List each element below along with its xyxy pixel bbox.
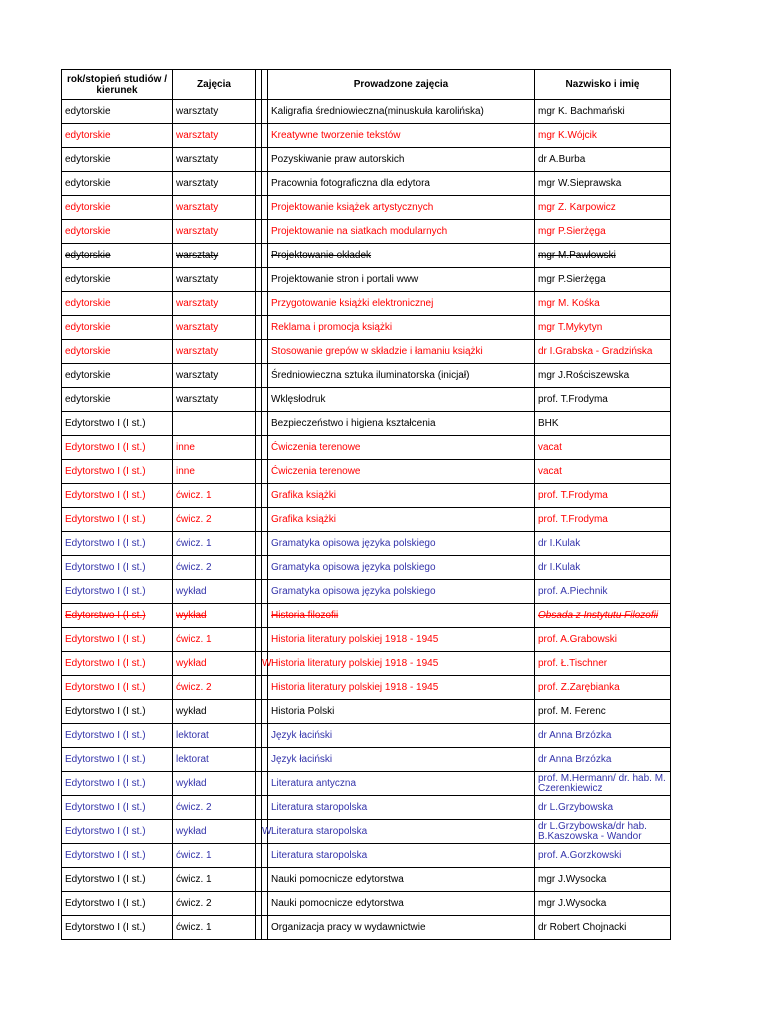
cell-name: dr Anna Brzózka (535, 724, 671, 748)
cell-year: Edytorstwo I (I st.) (62, 892, 173, 916)
table-row (62, 340, 671, 364)
cell-name: mgr M.Pawłowski (535, 244, 671, 268)
cell-class: ćwicz. 2 (173, 508, 256, 532)
cell-class: warsztaty (173, 220, 256, 244)
cell-class: ćwicz. 1 (173, 868, 256, 892)
cell-course: Grafika książki (268, 484, 535, 508)
cell-year: Edytorstwo I (I st.) (62, 460, 173, 484)
cell-name: dr Anna Brzózka (535, 748, 671, 772)
cell-year: Edytorstwo I (I st.) (62, 796, 173, 820)
cell-class: warsztaty (173, 172, 256, 196)
cell-year: edytorskie (62, 340, 173, 364)
table-row (62, 724, 671, 748)
cell-class: warsztaty (173, 316, 256, 340)
header-name: Nazwisko i imię (535, 70, 671, 100)
cell-name: BHK (535, 412, 671, 436)
cell-course: Historia Polski (268, 700, 535, 724)
cell-name: prof. T.Frodyma (535, 508, 671, 532)
cell-name: prof. T.Frodyma (535, 484, 671, 508)
cell-class: inne (173, 460, 256, 484)
cell-year: Edytorstwo I (I st.) (62, 700, 173, 724)
table-row (62, 316, 671, 340)
cell-course: Projektowanie na siatkach modularnych (268, 220, 535, 244)
table-row (62, 604, 671, 628)
table-row (62, 676, 671, 700)
cell-class: warsztaty (173, 340, 256, 364)
table-row (62, 148, 671, 172)
cell-class: wykład (173, 700, 256, 724)
cell-course: Stosowanie grepów w składzie i łamaniu książki (268, 340, 535, 364)
table-row (62, 292, 671, 316)
cell-course: Ćwiczenia terenowe (268, 436, 535, 460)
cell-year: Edytorstwo I (I st.) (62, 724, 173, 748)
cell-name: mgr W.Sieprawska (535, 172, 671, 196)
table-row (62, 412, 671, 436)
cell-year: Edytorstwo I (I st.) (62, 604, 173, 628)
cell-year: edytorskie (62, 364, 173, 388)
cell-class: ćwicz. 1 (173, 916, 256, 940)
cell-name: prof. M.Hermann/ dr. hab. M. Czerenkiewicz (535, 772, 671, 796)
table-row (62, 268, 671, 292)
cell-course: Nauki pomocnicze edytorstwa (268, 868, 535, 892)
cell-course: Gramatyka opisowa języka polskiego (268, 580, 535, 604)
cell-year: Edytorstwo I (I st.) (62, 532, 173, 556)
cell-class: warsztaty (173, 292, 256, 316)
table-row (62, 844, 671, 868)
cell-year: Edytorstwo I (I st.) (62, 508, 173, 532)
cell-year: edytorskie (62, 124, 173, 148)
cell-name: mgr J.Wysocka (535, 892, 671, 916)
cell-course: Literatura antyczna (268, 772, 535, 796)
cell-name: vacat (535, 436, 671, 460)
cell-name: prof. A.Gorzkowski (535, 844, 671, 868)
cell-name: prof. Ł.Tischner (535, 652, 671, 676)
cell-course: Literatura staropolska (268, 844, 535, 868)
cell-course: Reklama i promocja książki (268, 316, 535, 340)
cell-class: warsztaty (173, 196, 256, 220)
table-row (62, 868, 671, 892)
cell-class: warsztaty (173, 100, 256, 124)
cell-class: wykład (173, 652, 256, 676)
cell-year: Edytorstwo I (I st.) (62, 436, 173, 460)
cell-course: Wklęsłodruk (268, 388, 535, 412)
cell-year: edytorskie (62, 316, 173, 340)
cell-class: ćwicz. 2 (173, 892, 256, 916)
table-row (62, 580, 671, 604)
table-row (62, 796, 671, 820)
table-body (62, 100, 671, 940)
cell-class: ćwicz. 1 (173, 484, 256, 508)
cell-course: Literatura staropolska (268, 820, 535, 844)
header-course: Prowadzone zajęcia (268, 70, 535, 100)
cell-year: Edytorstwo I (I st.) (62, 772, 173, 796)
table-row (62, 124, 671, 148)
cell-course: Ćwiczenia terenowe (268, 460, 535, 484)
cell-name: prof. M. Ferenc (535, 700, 671, 724)
cell-class: lektorat (173, 724, 256, 748)
header-class: Zajęcia (173, 70, 256, 100)
cell-name: dr I.Grabska - Gradzińska (535, 340, 671, 364)
cell-year: edytorskie (62, 388, 173, 412)
table-row (62, 532, 671, 556)
cell-name: mgr M. Kośka (535, 292, 671, 316)
cell-class: warsztaty (173, 124, 256, 148)
cell-year: edytorskie (62, 268, 173, 292)
cell-year: Edytorstwo I (I st.) (62, 556, 173, 580)
cell-name: dr I.Kulak (535, 556, 671, 580)
cell-class (173, 412, 256, 436)
cell-course: Przygotowanie książki elektronicznej (268, 292, 535, 316)
table-row (62, 100, 671, 124)
cell-course: Gramatyka opisowa języka polskiego (268, 556, 535, 580)
table-row (62, 460, 671, 484)
cell-class: ćwicz. 2 (173, 556, 256, 580)
cell-name: prof. Z.Zarębianka (535, 676, 671, 700)
cell-class: warsztaty (173, 388, 256, 412)
table-row (62, 388, 671, 412)
cell-name: dr Robert Chojnacki (535, 916, 671, 940)
cell-course: Historia literatury polskiej 1918 - 1945 (268, 628, 535, 652)
table-row (62, 196, 671, 220)
table-row (62, 220, 671, 244)
table-row (62, 892, 671, 916)
cell-year: edytorskie (62, 196, 173, 220)
cell-name: dr L.Grzybowska (535, 796, 671, 820)
cell-name: mgr P.Sierżęga (535, 220, 671, 244)
cell-class: wykład (173, 604, 256, 628)
cell-year: edytorskie (62, 292, 173, 316)
cell-course: Bezpieczeństwo i higiena kształcenia (268, 412, 535, 436)
table-row (62, 364, 671, 388)
cell-class: warsztaty (173, 244, 256, 268)
cell-name: prof. A.Grabowski (535, 628, 671, 652)
cell-course: Język łaciński (268, 724, 535, 748)
cell-class: wykład (173, 820, 256, 844)
table-row (62, 508, 671, 532)
cell-year: edytorskie (62, 100, 173, 124)
cell-class: inne (173, 436, 256, 460)
cell-year: Edytorstwo I (I st.) (62, 844, 173, 868)
table-row (62, 436, 671, 460)
cell-year: Edytorstwo I (I st.) (62, 484, 173, 508)
cell-course: Projektowanie stron i portali www (268, 268, 535, 292)
cell-name: prof. T.Frodyma (535, 388, 671, 412)
cell-course: Kaligrafia średniowieczna(minuskuła karolińska) (268, 100, 535, 124)
cell-year: edytorskie (62, 220, 173, 244)
cell-name: mgr T.Mykytyn (535, 316, 671, 340)
cell-course: Projektowanie okładek (268, 244, 535, 268)
cell-name: mgr K. Bachmański (535, 100, 671, 124)
cell-class: warsztaty (173, 148, 256, 172)
cell-course: Kreatywne tworzenie tekstów (268, 124, 535, 148)
table-row (62, 484, 671, 508)
cell-course: Historia literatury polskiej 1918 - 1945 (268, 652, 535, 676)
cell-marker-2: W (262, 820, 268, 844)
cell-year: Edytorstwo I (I st.) (62, 820, 173, 844)
cell-course: Pozyskiwanie praw autorskich (268, 148, 535, 172)
table-row (62, 748, 671, 772)
cell-class: ćwicz. 1 (173, 628, 256, 652)
cell-class: ćwicz. 2 (173, 796, 256, 820)
cell-name: mgr Z. Karpowicz (535, 196, 671, 220)
cell-class: wykład (173, 580, 256, 604)
header-year: rok/stopień studiów / kierunek (62, 70, 173, 100)
table-row (62, 820, 671, 844)
cell-course: Projektowanie książek artystycznych (268, 196, 535, 220)
cell-name: mgr J.Rościszewska (535, 364, 671, 388)
cell-name: vacat (535, 460, 671, 484)
cell-name: mgr J.Wysocka (535, 868, 671, 892)
cell-course: Organizacja pracy w wydawnictwie (268, 916, 535, 940)
table-row (62, 916, 671, 940)
cell-class: lektorat (173, 748, 256, 772)
cell-year: edytorskie (62, 148, 173, 172)
cell-name: mgr K.Wójcik (535, 124, 671, 148)
table-row (62, 700, 671, 724)
table-row (62, 556, 671, 580)
cell-name: Obsada z Instytutu Filozofii (535, 604, 671, 628)
cell-name: mgr P.Sierżęga (535, 268, 671, 292)
table-header-row (62, 70, 671, 100)
cell-year: Edytorstwo I (I st.) (62, 580, 173, 604)
cell-course: Gramatyka opisowa języka polskiego (268, 532, 535, 556)
table-row (62, 244, 671, 268)
table-row (62, 652, 671, 676)
cell-year: Edytorstwo I (I st.) (62, 676, 173, 700)
cell-class: warsztaty (173, 268, 256, 292)
cell-class: ćwicz. 1 (173, 532, 256, 556)
cell-course: Grafika książki (268, 508, 535, 532)
cell-year: edytorskie (62, 244, 173, 268)
cell-year: Edytorstwo I (I st.) (62, 652, 173, 676)
cell-course: Język łaciński (268, 748, 535, 772)
cell-course: Nauki pomocnicze edytorstwa (268, 892, 535, 916)
cell-name: dr L.Grzybowska/dr hab. B.Kaszowska - Wandor (535, 820, 671, 844)
table-row (62, 628, 671, 652)
cell-marker-2: W (262, 652, 268, 676)
table-row (62, 172, 671, 196)
cell-course: Średniowieczna sztuka iluminatorska (inicjał) (268, 364, 535, 388)
cell-name: dr I.Kulak (535, 532, 671, 556)
cell-name: prof. A.Piechnik (535, 580, 671, 604)
table-row (62, 772, 671, 796)
cell-year: edytorskie (62, 172, 173, 196)
cell-year: Edytorstwo I (I st.) (62, 412, 173, 436)
cell-class: ćwicz. 2 (173, 676, 256, 700)
course-table (61, 69, 671, 940)
cell-year: Edytorstwo I (I st.) (62, 628, 173, 652)
cell-course: Historia literatury polskiej 1918 - 1945 (268, 676, 535, 700)
cell-class: warsztaty (173, 364, 256, 388)
cell-course: Historia filozofii (268, 604, 535, 628)
cell-class: wykład (173, 772, 256, 796)
cell-name: dr A.Burba (535, 148, 671, 172)
cell-year: Edytorstwo I (I st.) (62, 748, 173, 772)
cell-year: Edytorstwo I (I st.) (62, 916, 173, 940)
cell-course: Pracownia fotograficzna dla edytora (268, 172, 535, 196)
cell-course: Literatura staropolska (268, 796, 535, 820)
cell-class: ćwicz. 1 (173, 844, 256, 868)
cell-year: Edytorstwo I (I st.) (62, 868, 173, 892)
